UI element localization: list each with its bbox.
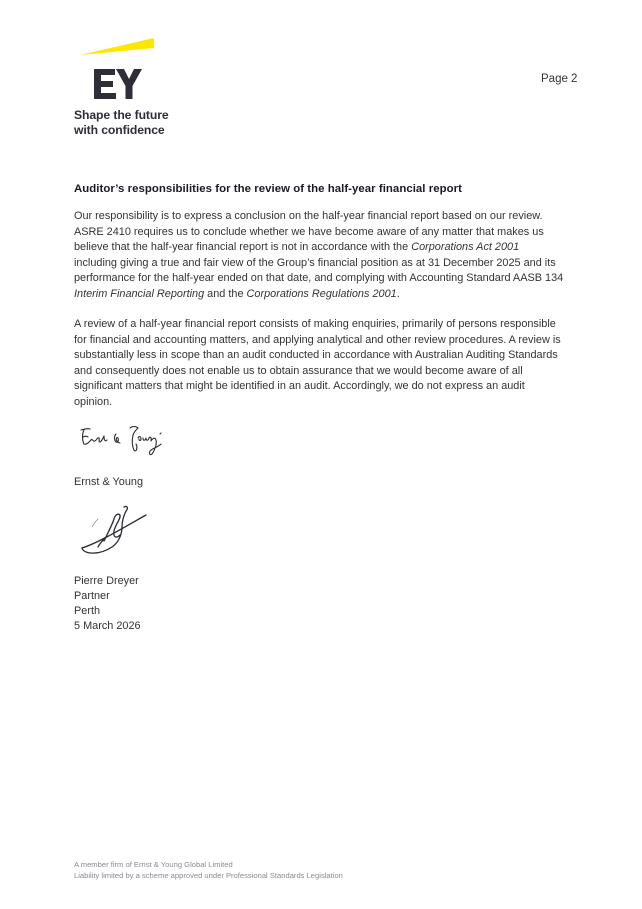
section-heading: Auditor’s responsibilities for the review of the half-year financial report <box>74 183 462 195</box>
paragraph-line: performance for the half-year ended on that date, and complying with Accounting Standard AASB 134 <box>74 272 564 284</box>
text-run: . <box>396 287 400 300</box>
standard-reference: Interim Financial Reporting <box>74 287 205 300</box>
signing-date: 5 March 2026 <box>74 620 141 632</box>
page-number: Page 2 <box>541 73 578 85</box>
partner-name: Pierre Dreyer <box>74 575 139 587</box>
paragraph-line: Our responsibility is to express a conclusion on the half-year financial report based on our review. <box>74 210 543 222</box>
paragraph-line: ASRE 2410 requires us to conclude whether we have become aware of any matter that makes us <box>74 225 544 238</box>
signatory-block <box>74 574 141 634</box>
logo-letter-y <box>116 69 142 99</box>
logo-accent-beam <box>80 38 154 55</box>
tagline-line: with confidence <box>74 123 165 137</box>
act-reference: Corporations Act 2001 <box>411 241 520 253</box>
page-footer <box>74 860 343 881</box>
tagline-line: Shape the future <box>74 108 169 122</box>
paragraph-line: A review of a half-year financial report consists of making enquiries, primarily of persons responsible <box>74 318 556 330</box>
text-run: believe that the half-year financial report is not in accordance with the <box>74 241 412 253</box>
signing-location: Perth <box>74 605 101 617</box>
firm-signature-image <box>78 420 168 462</box>
ey-logo-mark <box>74 36 184 106</box>
footer-line: Liability limited by a scheme approved under Professional Standards Legislation <box>74 870 343 880</box>
logo-letter-e <box>94 69 116 99</box>
partner-title: Partner <box>74 590 110 602</box>
regulations-reference: Corporations Regulations 2001 <box>246 287 397 300</box>
text-run: and the <box>204 287 247 300</box>
paragraph-line: and consequently does not enable us to obtain assurance that we would become aware of all <box>74 364 523 377</box>
firm-name: Ernst & Young <box>74 476 144 488</box>
paragraph-line: for financial and accounting matters, and applying analytical and other review procedures. A review is <box>74 333 561 346</box>
paragraph-line <box>74 240 594 256</box>
paragraph-review-scope <box>74 317 594 410</box>
paragraph-line: including giving a true and fair view of the Group’s financial position as at 31 December 2025 and its <box>74 256 556 269</box>
paragraph-line <box>74 287 594 303</box>
paragraph-responsibility <box>74 209 594 302</box>
paragraph-line: significant matters that might be identified in an audit. Accordingly, we do not express an audit <box>74 380 525 392</box>
footer-line: A member firm of Ernst & Young Global Limited <box>74 860 233 869</box>
partner-signature-image <box>78 503 158 558</box>
paragraph-line: opinion. <box>74 395 113 408</box>
report-section <box>74 183 594 425</box>
paragraph-line: substantially less in scope than an audit conducted in accordance with Australian Auditing Standards <box>74 349 558 361</box>
logo-tagline <box>74 108 169 138</box>
